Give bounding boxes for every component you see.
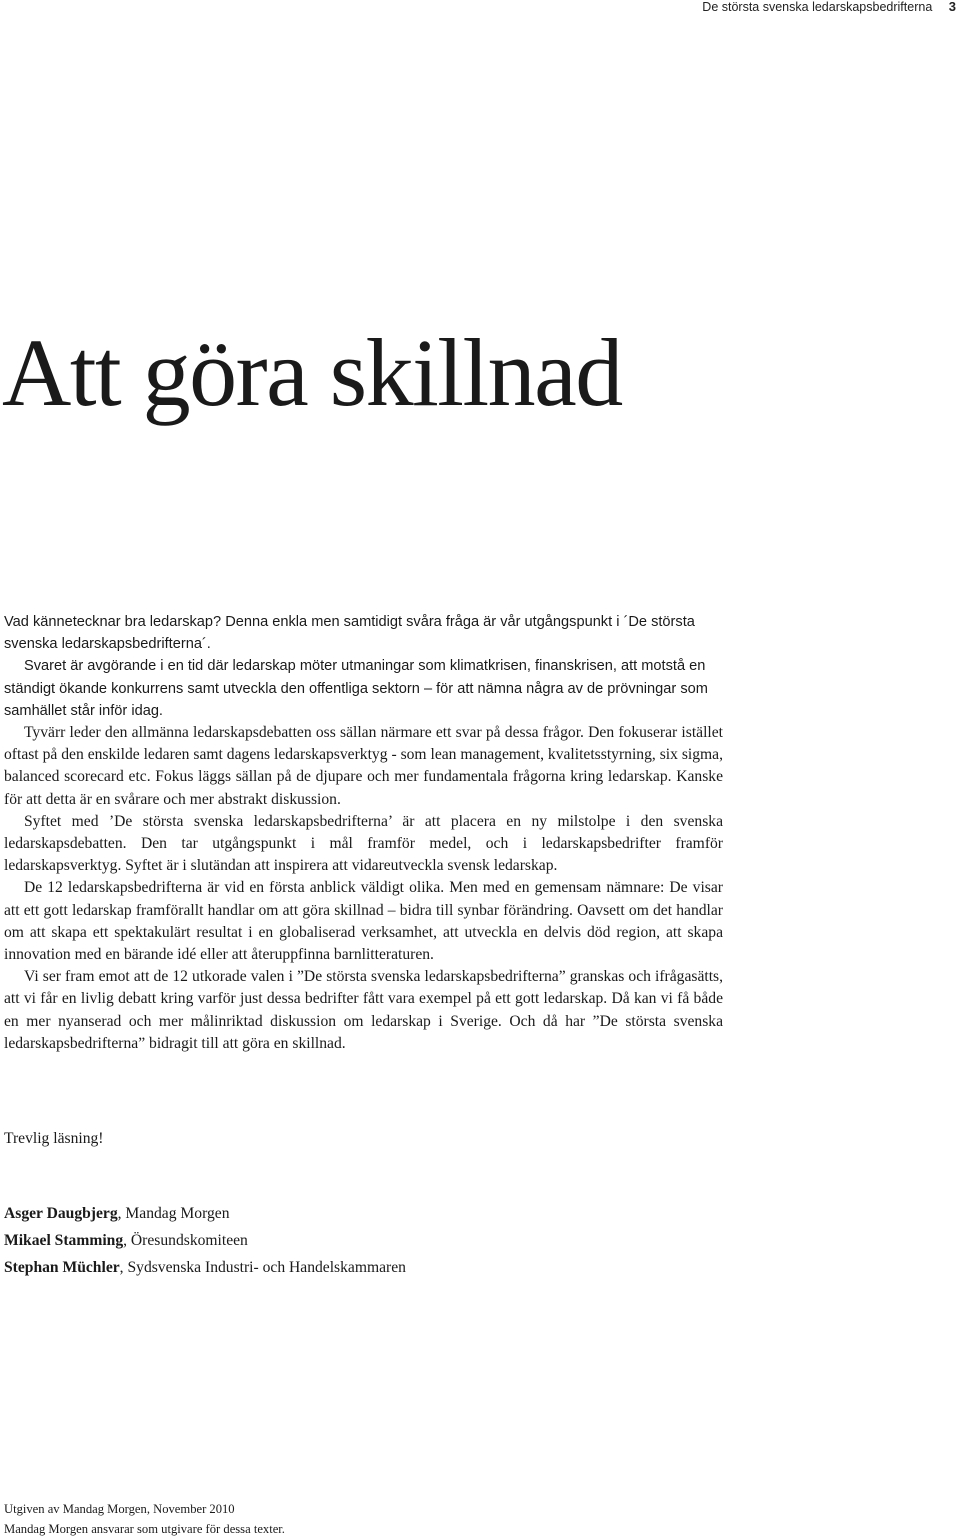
paragraph-intro: Vad kännetecknar bra ledarskap? Denna enkla men samtidigt svåra fråga är vår utgångspunkt i ´De största svenska ledarskapsbedrifterna´.	[4, 614, 695, 653]
paragraph-purpose: Syftet med ’De största svenska ledarskapsbedrifterna’ är att placera en ny milstolpe i den svenska ledarskapsdebatten. Den tar utgångspunkt i mål framför medel, och i ledarskapsbedrifter framför ledarskapsverktyg. Syftet är i slutändan att inspirera att vidareutveckla svensk ledarskap.	[4, 812, 723, 875]
publisher-footer	[4, 1499, 285, 1539]
article-body	[4, 611, 723, 1055]
running-header	[702, 0, 960, 14]
page-number: 3	[948, 0, 956, 14]
paragraph-challenges: Svaret är avgörande i en tid där ledarskap möter utmaningar som klimatkrisen, finanskrisen, att motstå en ständigt ökande konkurrens samt utveckla den offentliga sektorn – för att nämna några av de prövningar som samhället står inför idag.	[4, 658, 708, 719]
signatory-name: Mikael Stamming	[4, 1232, 124, 1249]
footer-responsibility-line: Mandag Morgen ansvarar som utgivare för dessa texter.	[4, 1522, 285, 1536]
signature-line	[4, 1200, 406, 1227]
signatory-name: Asger Daugbjerg	[4, 1205, 118, 1222]
page-title: Att göra skillnad	[2, 319, 622, 426]
signature-block	[4, 1200, 406, 1281]
footer-publisher-line: Utgiven av Mandag Morgen, November 2010	[4, 1502, 235, 1516]
running-title: De största svenska ledarskapsbedrifterna	[702, 0, 933, 14]
signatory-name: Stephan Müchler	[4, 1259, 120, 1276]
signature-line	[4, 1254, 406, 1281]
paragraph-debate: Tyvärr leder den allmänna ledarskapsdebatten oss sällan närmare ett svar på dessa frågor. Den fokuserar istället oftast på den enskilde ledaren samt dagens ledarskapsverktyg - som lean management, kvalitetsstyrning, six sigma, balanced scorecard etc. Fokus läggs sällan på de djupare och mer fundamentala frågorna kring ledarskap. Kanske för att detta är en svårare och mer abstrakt diskussion.	[4, 724, 723, 808]
paragraph-outlook: Vi ser fram emot att de 12 utkorade valen i ”De största svenska ledarskapsbedrifterna” granskas och ifrågasätts, att vi får en livlig debatt kring varför just dessa bedrifter fått vara exempel på ett gott ledarskap. Då kan vi få både en mer nyanserad och mer målinriktad diskussion om ledarskap i Sverige. Och då har ”De största svenska ledarskapsbedrifterna” bidragit till att göra en skillnad.	[4, 968, 723, 1052]
signatory-organization: , Mandag Morgen	[117, 1205, 230, 1222]
greeting: Trevlig läsning!	[4, 1130, 104, 1147]
signature-line	[4, 1227, 406, 1254]
signatory-organization: , Sydsvenska Industri- och Handelskammaren	[119, 1259, 406, 1276]
signatory-organization: , Öresundskomiteen	[123, 1232, 248, 1249]
paragraph-twelve-feats: De 12 ledarskapsbedrifterna är vid en första anblick väldigt olika. Men med en gemensam nämnare: De visar att ett gott ledarskap framförallt handlar om att göra skillnad – bidra till synbar förändring. Oavsett om det handlar om att skapa ett spektakulärt resultat i en globaliserad verksamhet, att utveckla en delvis död region, att skapa innovation med en bärande idé eller att återuppfinna barnlitteraturen.	[4, 879, 723, 964]
